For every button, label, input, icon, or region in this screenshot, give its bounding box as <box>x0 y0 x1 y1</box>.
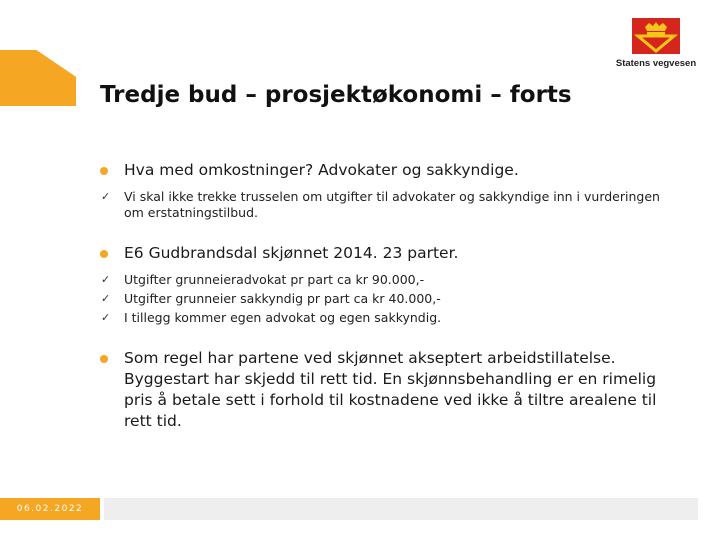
checkmark-icon: ✓ <box>101 190 111 203</box>
footer-bar <box>104 498 698 520</box>
bullet-dot-icon <box>100 167 108 175</box>
bullet-item <box>100 160 660 181</box>
slide-title: Tredje bud – prosjektøkonomi – forts <box>100 82 572 108</box>
check-item <box>100 291 660 307</box>
road-shield-icon <box>632 18 680 54</box>
bullet-item <box>100 243 660 264</box>
checkmark-icon: ✓ <box>101 311 111 324</box>
checkmark-icon: ✓ <box>101 292 111 305</box>
check-text: Utgifter grunneieradvokat pr part ca kr 90.000,- <box>124 272 425 287</box>
bullet-text: Hva med omkostninger? Advokater og sakkyndige. <box>124 161 519 179</box>
statens-vegvesen-logo <box>608 18 704 72</box>
bullet-dot-icon <box>100 250 108 258</box>
bullet-item <box>100 348 660 432</box>
bullet-text: E6 Gudbrandsdal skjønnet 2014. 23 parter. <box>124 244 459 262</box>
footer-date: 06.02.2022 <box>0 498 100 520</box>
check-text: I tillegg kommer egen advokat og egen sakkyndig. <box>124 310 442 325</box>
check-item <box>100 272 660 288</box>
check-item <box>100 310 660 326</box>
logo-text: Statens vegvesen <box>615 58 697 69</box>
check-item <box>100 189 660 221</box>
bullet-text: Som regel har partene ved skjønnet akseptert arbeidstillatelse. Byggestart har skjedd til rett tid. En skjønnsbehandling er en rimelig pris å betale sett i forhold til kostnadene ved ikke å tiltre arealene til rett tid. <box>124 349 657 430</box>
checkmark-icon: ✓ <box>101 273 111 286</box>
slide-content <box>100 160 660 440</box>
check-text: Vi skal ikke trekke trusselen om utgifter til advokater og sakkyndige inn i vurderingen om erstatningstilbud. <box>124 189 660 220</box>
corner-accent-shape <box>0 50 76 106</box>
check-text: Utgifter grunneier sakkyndig pr part ca kr 40.000,- <box>124 291 441 306</box>
bullet-dot-icon <box>100 355 108 363</box>
